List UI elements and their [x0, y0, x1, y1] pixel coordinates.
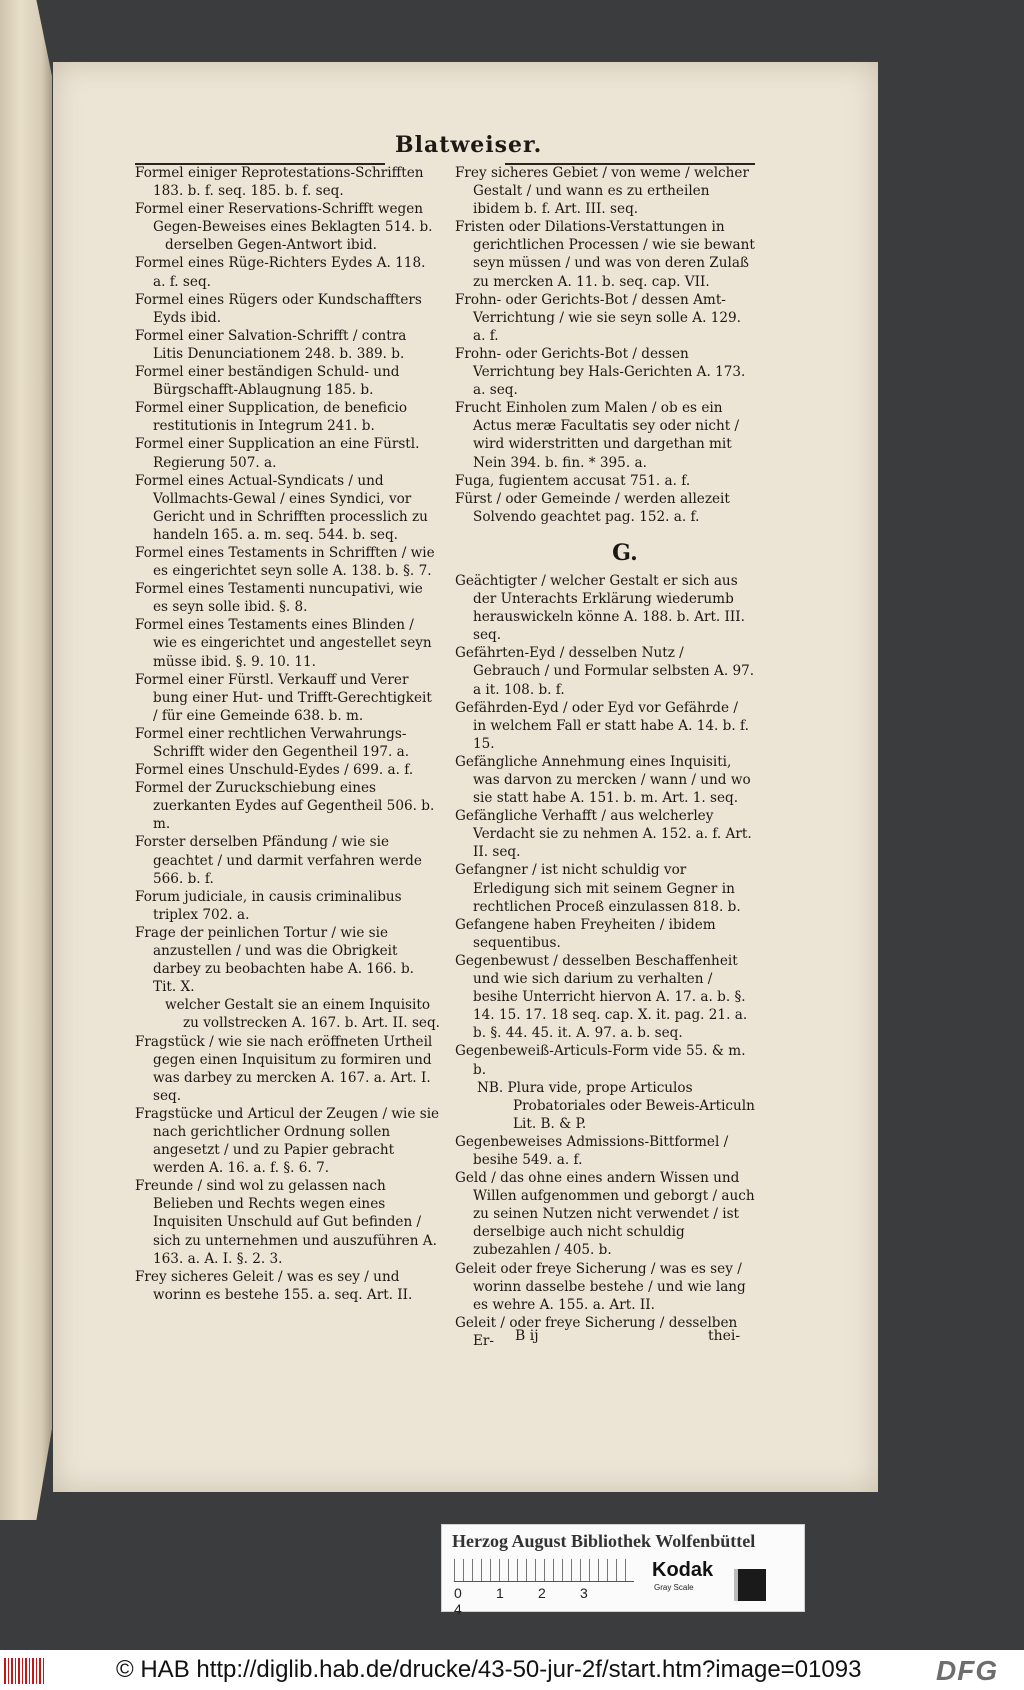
index-entry: Gegenbeweises Admissions-Bittformel / besihe 549. a. f. — [455, 1133, 729, 1168]
index-entry: Frey sicheres Geleit / was es sey / und worinn es bestehe 155. a. seq. Art. II. — [135, 1268, 413, 1303]
index-entry: Gefährten-Eyd / desselben Nutz / Gebrauch / und Formular selbsten A. 97. a it. 108. b. f. — [455, 645, 755, 698]
index-entry: Geleit oder freye Sicherung / was es sey / worinn dasselbe bestehe / und wie lang es wehre A. 155. a. Art. II. — [455, 1260, 746, 1313]
signature-mark: B ij — [515, 1328, 539, 1344]
index-entry: Frucht Einholen zum Malen / ob es ein Actus meræ Facultatis sey oder nicht / wird widerstritten und dargethan mit Nein 394. b. fin. * 395. a. — [455, 400, 740, 471]
index-entry: Formel einer Reservations-Schrifft wegen Gegen-Beweises eines Beklagten 514. b. — [135, 201, 433, 236]
ruler-number: 1 — [496, 1585, 504, 1601]
index-entry: Fuga, fugientem accusat 751. a. f. — [455, 472, 691, 489]
index-entry: NB. Plura vide, prope Articulos Probatoriales oder Beweis-Articuln Lit. B. & P. — [477, 1079, 755, 1132]
index-entry: Forum judiciale, in causis criminalibus triplex 702. a. — [135, 888, 402, 923]
index-entry: Freunde / sind wol zu gelassen nach Belieben und Rechts wegen eines Inquisiten Unschuld auf Gut befinden / sich zu unternehmen und auszuführen A. 163. a. A. I. §. 2. 3. — [135, 1178, 437, 1267]
index-entry: Frohn- oder Gerichts-Bot / dessen Amt-Verrichtung / wie sie seyn solle A. 129. a. f. — [455, 291, 741, 344]
ruler-numbers — [454, 1585, 644, 1617]
index-entry: Geächtigter / welcher Gestalt er sich aus der Unterachts Erklärung wiederumb herauswickeln könne A. 188. b. Art. III. seq. — [455, 572, 745, 644]
index-entry: Gefährden-Eyd / oder Eyd vor Gefährde / in welchem Fall er statt habe A. 14. b. f. 15. — [455, 699, 749, 752]
facing-page-edge — [0, 0, 52, 1520]
index-entry: Formel eines Testaments in Schrifften / wie es eingerichtet seyn solle A. 138. b. §. 7. — [135, 544, 435, 580]
index-column-right — [455, 164, 755, 1350]
index-entry: Formel eines Unschuld-Eydes / 699. a. f. — [135, 762, 414, 779]
index-entry: Fürst / oder Gemeinde / werden allezeit Solvendo geachtet pag. 152. a. f. — [455, 490, 730, 525]
index-entry: Fristen oder Dilations-Verstattungen in gerichtlichen Processen / wie sie bewant seyn müssen / und was von deren Zulaß zu mercken A. 11. b. seq. cap. VII. — [455, 219, 755, 290]
index-entry: Formel eines Rüge-Richters Eydes A. 118. a. f. seq. — [135, 255, 426, 290]
index-entry: Formel einer Supplication an eine Fürstl. Regierung 507. a. — [135, 436, 420, 471]
index-entry: welcher Gestalt sie an einem Inquisito zu vollstrecken A. 167. b. Art. II. seq. — [165, 997, 440, 1032]
index-entry: Formel eines Rügers oder Kundschaffters Eyds ibid. — [135, 291, 422, 326]
gray-scale-label: Gray Scale — [654, 1583, 694, 1592]
index-entry: Forster derselben Pfändung / wie sie geachtet / und darmit verfahren werde 566. b. f. — [135, 834, 422, 887]
index-entry: Gegenbeweiß-Articuls-Form vide 55. & m. b. — [455, 1043, 746, 1078]
index-entry: Formel einer Supplication, de beneficio restitutionis in Integrum 241. b. — [135, 400, 408, 435]
index-entry: Formel einer Salvation-Schrifft / contra Litis Denunciationem 248. b. 389. b. — [135, 327, 407, 362]
index-entry: Formel einer beständigen Schuld- und Bürgschafft-Ablaugnung 185. b. — [135, 364, 400, 399]
index-entry: Gefangene haben Freyheiten / ibidem sequentibus. — [455, 916, 716, 951]
dfg-logo: DFG — [936, 1655, 999, 1686]
index-entry: Frage der peinlichen Tortur / wie sie anzustellen / und was die Obrigkeit darbey zu beobachten habe A. 166. b. Tit. X. — [135, 924, 414, 996]
page-title: Blatweiser. — [395, 132, 543, 158]
viewer-footer — [0, 1650, 1024, 1690]
index-entry: Formel einiger Reprotestations-Schrifften 183. b. f. seq. 185. b. f. seq. — [135, 165, 424, 200]
index-entry: Frey sicheres Gebiet / von weme / welcher Gestalt / und wann es zu ertheilen ibidem b. f. Art. III. seq. — [455, 165, 749, 218]
index-entry: Formel eines Actual-Syndicats / und Vollmachts-Gewal / eines Syndici, vor Gericht und in Schrifften processlich zu handeln 165. a. m. seq. 544. b. seq. — [135, 472, 428, 543]
index-entry: Formel eines Testaments eines Blinden / wie es eingerichtet und angestellet seyn müsse ibid. §. 9. 10. 11. — [135, 617, 432, 670]
source-url-link[interactable]: © HAB http://diglib.hab.de/drucke/43-50-jur-2f/start.htm?image=01093 — [116, 1656, 862, 1683]
kodak-logo: Kodak — [652, 1559, 714, 1581]
index-entry: Geleit / oder freye Sicherung / desselben Er- — [455, 1314, 738, 1349]
index-entry: Geld / das ohne eines andern Wissen und Willen aufgenommen und geborgt / auch zu seinen Nutzen nicht verwendet / ist derselbige auch nicht schuldig zubezahlen / 405. b. — [455, 1170, 755, 1259]
index-entry: Formel der Zuruckschiebung eines zuerkanten Eydes auf Gegentheil 506. b. m. — [135, 780, 435, 833]
index-entry: Fragstück / wie sie nach eröffneten Urtheil gegen einen Inquisitum zu formiren und was darbey zu mercken A. 167. a. Art. I. seq. — [135, 1033, 433, 1104]
index-entry: Formel einer rechtlichen Verwahrungs-Schrifft wider den Gegentheil 197. a. — [135, 725, 410, 760]
index-entry: derselben Gegen-Antwort ibid. — [165, 237, 377, 254]
hab-barcode-icon — [4, 1658, 44, 1684]
index-entry: Formel eines Testamenti nuncupativi, wie es seyn solle ibid. §. 8. — [135, 581, 423, 616]
ruler-number: 2 — [538, 1585, 546, 1601]
color-calibration-bar — [441, 1524, 805, 1617]
index-entry: Frohn- oder Gerichts-Bot / dessen Verrichtung bey Hals-Gerichten A. 173. a. seq. — [455, 345, 746, 399]
ruler-number: 3 — [580, 1585, 588, 1601]
index-entry: Gefängliche Verhafft / aus welcherley Verdacht sie zu nehmen A. 152. a. f. Art. II. seq. — [455, 808, 752, 861]
ruler-number: 4 — [454, 1601, 462, 1617]
index-entry: Gefängliche Annehmung eines Inquisiti, was darvon zu mercken / wann / und wo sie statt habe A. 151. b. m. Art. 1. seq. — [455, 753, 751, 807]
gray-patch — [734, 1569, 766, 1601]
index-entry: Fragstücke und Articul der Zeugen / wie sie nach gerichtlicher Ordnung sollen angesetzt / und zu Papier gebracht werden A. 16. a. f. §. 6. 7. — [135, 1105, 440, 1177]
index-entry: Gefangner / ist nicht schuldig vor Erledigung sich mit seinem Gegner in rechtlichen Proceß einzulassen 818. b. — [455, 862, 741, 915]
section-letter: G. — [612, 539, 638, 566]
library-name: Herzog August Bibliothek Wolfenbüttel — [452, 1531, 756, 1551]
ruler-scale — [454, 1559, 634, 1582]
catchword: thei- — [708, 1328, 741, 1344]
index-column-left — [135, 164, 440, 1304]
ruler-number: 0 — [454, 1585, 462, 1601]
index-entry: Formel einer Fürstl. Verkauff und Verer bung einer Hut- und Trifft-Gerechtigkeit / für eine Gemeinde 638. b. m. — [135, 671, 432, 724]
index-entry: Gegenbewust / desselben Beschaffenheit und wie sich darium zu verhalten / besihe Unterricht hiervon A. 17. a. b. §. 14. 15. 17. 18 seq. cap. X. it. pag. 21. a. b. §. 44. 45. it. A. 97. a. b. seq. — [455, 952, 748, 1042]
